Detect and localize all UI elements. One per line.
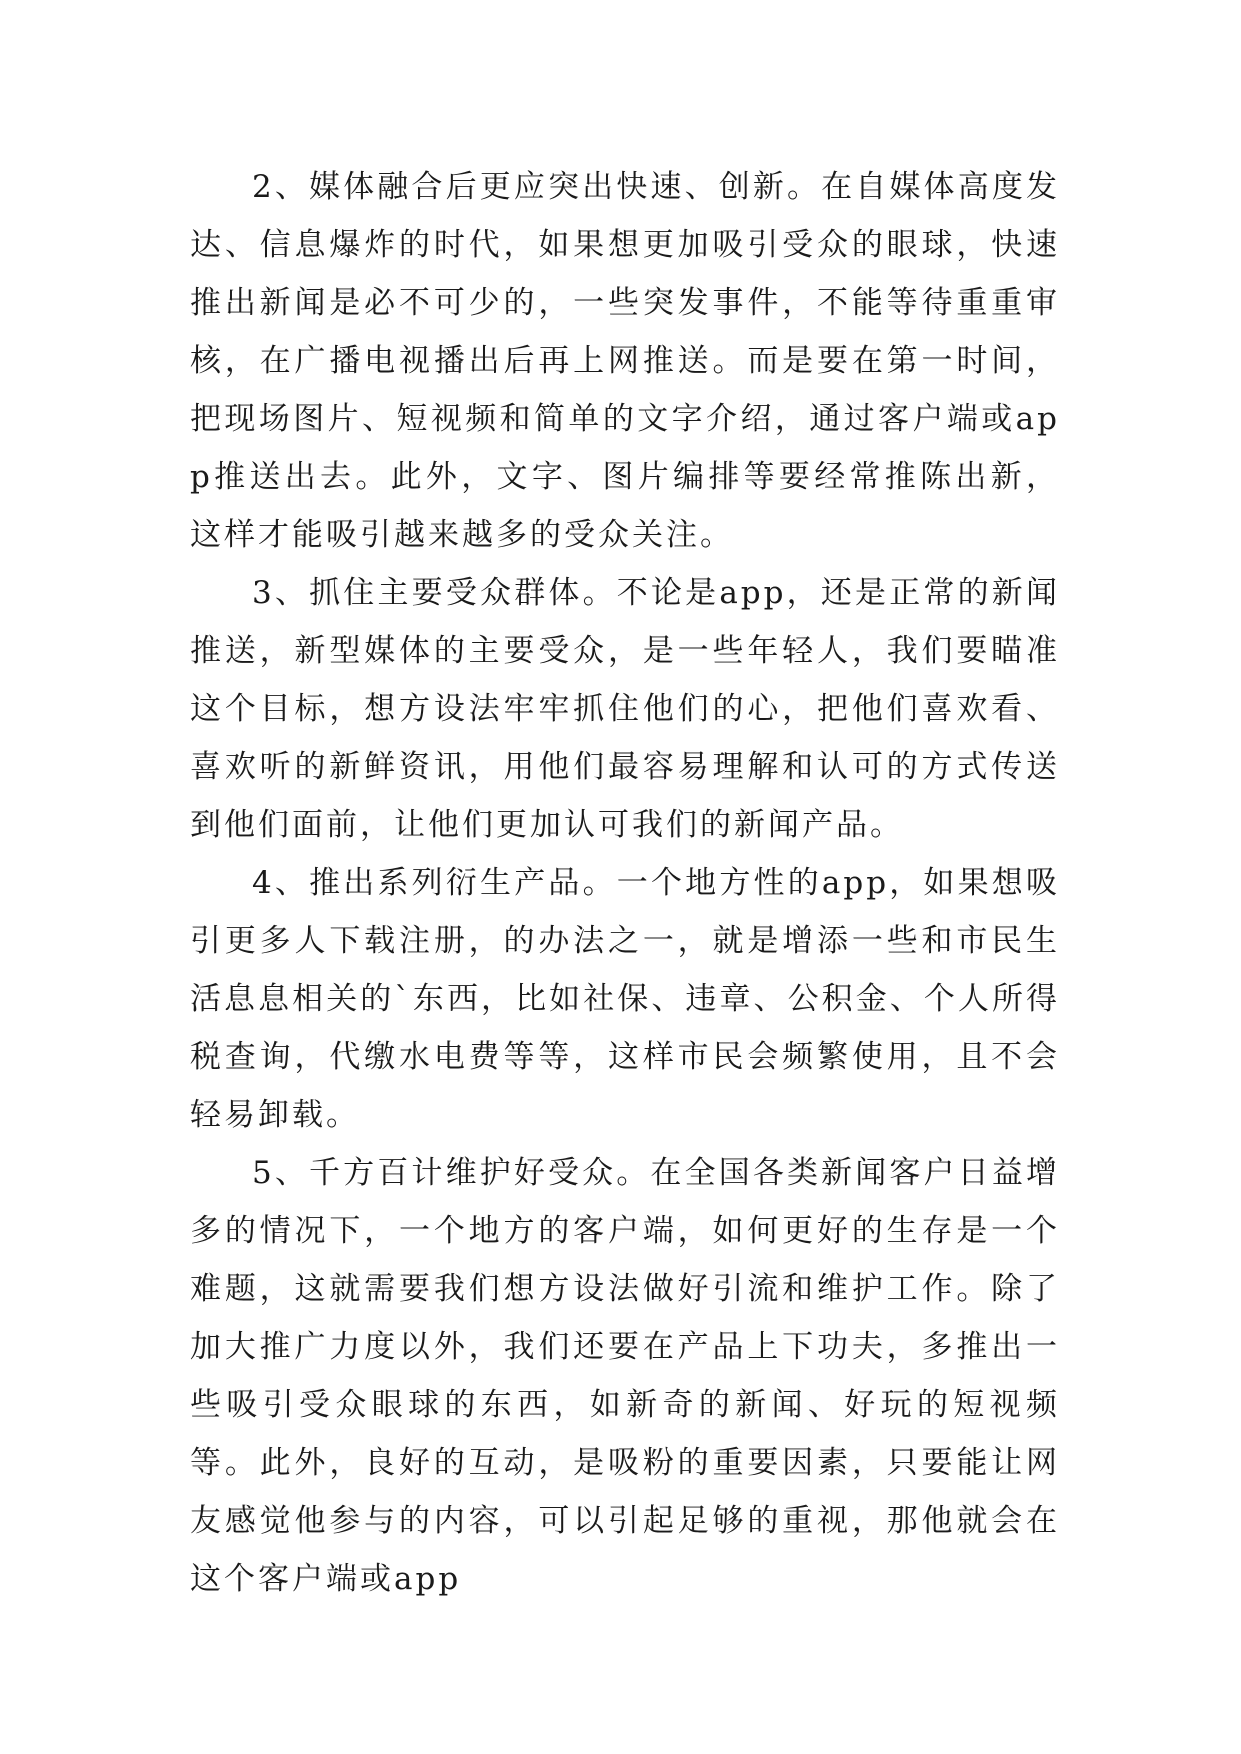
paragraph-2: 2、媒体融合后更应突出快速、创新。在自媒体高度发达、信息爆炸的时代，如果想更加吸引受众的眼球，快速推出新闻是必不可少的，一些突发事件，不能等待重重审核，在广播电视播出后再上网推送。而是要在第一时间，把现场图片、短视频和简单的文字介绍，通过客户端或app推送出去。此外，文字、图片编排等要经常推陈出新，这样才能吸引越来越多的受众关注。 — [190, 169, 1060, 553]
paragraph-5: 5、千方百计维护好受众。在全国各类新闻客户日益增多的情况下，一个地方的客户端，如何更好的生存是一个难题，这就需要我们想方设法做好引流和维护工作。除了加大推广力度以外，我们还要在产品上下功夫，多推出一些吸引受众眼球的东西，如新奇的新闻、好玩的短视频等。此外，良好的互动，是吸粉的重要因素，只要能让网友感觉他参与的内容，可以引起足够的重视，那他就会在这个客户端或app — [190, 1155, 1060, 1597]
document-body — [190, 158, 1060, 1608]
paragraph-4: 4、推出系列衍生产品。一个地方性的app，如果想吸引更多人下载注册，的办法之一，就是增添一些和市民生活息息相关的`东西，比如社保、违章、公积金、个人所得税查询，代缴水电费等等，这样市民会频繁使用，且不会轻易卸载。 — [190, 865, 1060, 1133]
paragraph-3: 3、抓住主要受众群体。不论是app，还是正常的新闻推送，新型媒体的主要受众，是一些年轻人，我们要瞄准这个目标，想方设法牢牢抓住他们的心，把他们喜欢看、喜欢听的新鲜资讯，用他们最容易理解和认可的方式传送到他们面前，让他们更加认可我们的新闻产品。 — [190, 575, 1060, 843]
